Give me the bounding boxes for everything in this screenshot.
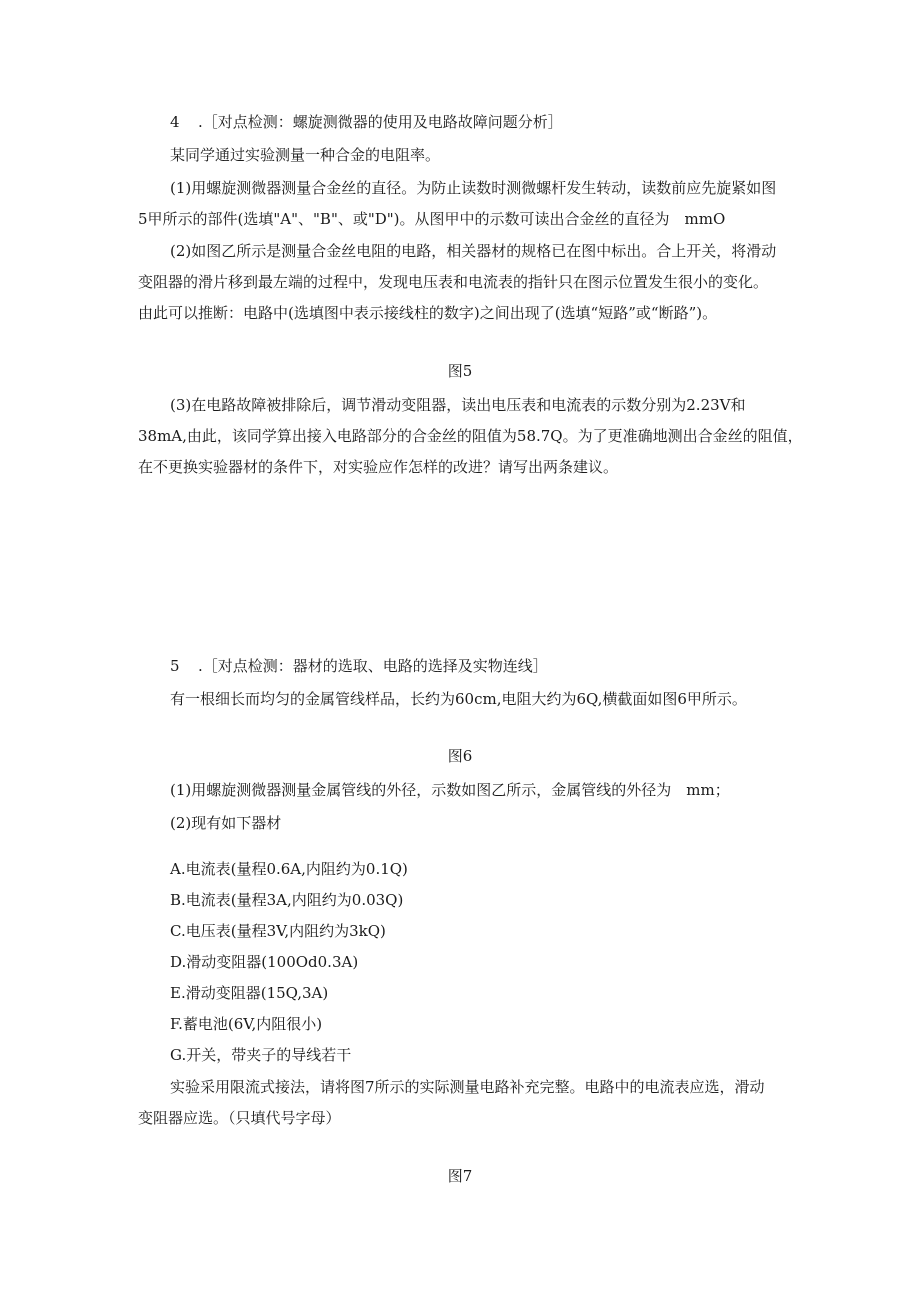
q4-p2-line1: (2)如图乙所示是测量合金丝电阻的电路，相关器材的规格已在图中标出。合上开关，将滑动 [170, 242, 777, 260]
option-f: F.蓄电池(6V,内阻很小) [170, 1015, 323, 1033]
figure-7-caption: 图7 [447, 1167, 473, 1185]
option-a: A.电流表(量程0.6A,内阻约为0.1Q) [170, 860, 408, 878]
q4-number: 4 [170, 113, 180, 131]
q5-p2: (2)现有如下器材 [170, 814, 282, 832]
figure-6-caption: 图6 [447, 747, 473, 765]
q4-heading-text: .［对点检测：螺旋测微器的使用及电路故障问题分析］ [198, 113, 563, 131]
q5-intro: 有一根细长而均匀的金属管线样品，长约为60cm,电阻大约为6Q,横截面如图6甲所示。 [170, 690, 747, 708]
q4-p2-line2: 变阻器的滑片移到最左端的过程中，发现电压表和电流表的指针只在图示位置发生很小的变化。 [138, 273, 769, 291]
option-d: D.滑动变阻器(100Od0.3A) [170, 953, 359, 971]
q4-p1-line2: 5甲所示的部件(选填"A"、"B"、或"D")。从图甲中的示数可读出合金丝的直径为 mmO [138, 210, 726, 228]
q4-p2-line3: 由此可以推断：电路中(选填图中表示接线柱的数字)之间出现了(选填“短路”或“断路”)。 [138, 304, 718, 322]
option-c: C.电压表(量程3V,内阻约为3kQ) [170, 922, 386, 940]
q5-heading [170, 656, 548, 676]
figure-5-caption: 图5 [447, 362, 473, 380]
q5-number: 5 [170, 657, 180, 675]
q5-p1: (1)用螺旋测微器测量金属管线的外径，示数如图乙所示，金属管线的外径为 mm； [170, 781, 730, 799]
q4-p3-line1: (3)在电路故障被排除后，调节滑动变阻器，读出电压表和电流表的示数分别为2.23V和 [170, 396, 746, 414]
option-g: G.开关，带夹子的导线若干 [170, 1046, 352, 1064]
option-b: B.电流表(量程3A,内阻约为0.03Q) [170, 891, 404, 909]
q4-p3-line2: 38mA,由此，该同学算出接入电路部分的合金丝的阻值为58.7Q。为了更准确地测出合金丝的阻值， [138, 427, 803, 445]
option-e: E.滑动变阻器(15Q,3A) [170, 984, 329, 1002]
q4-intro: 某同学通过实验测量一种合金的电阻率。 [170, 146, 441, 164]
q5-p3-line2: 变阻器应选。（只填代号字母） [138, 1109, 341, 1127]
q5-p3-line1: 实验采用限流式接法，请将图7所示的实际测量电路补充完整。电路中的电流表应选，滑动 [170, 1078, 765, 1096]
q4-p1-line1: (1)用螺旋测微器测量合金丝的直径。为防止读数时测微螺杆发生转动，读数前应先旋紧如图 [170, 179, 777, 197]
q4-p3-line3: 在不更换实验器材的条件下，对实验应作怎样的改进？请写出两条建议。 [138, 458, 619, 476]
q4-heading [170, 112, 563, 132]
q5-heading-text: .［对点检测：器材的选取、电路的选择及实物连线］ [198, 657, 548, 675]
